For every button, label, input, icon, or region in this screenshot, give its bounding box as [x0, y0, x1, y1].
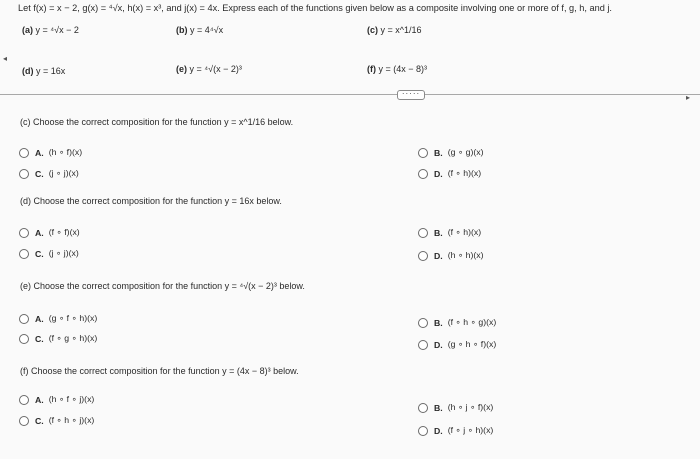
option-letter: D.	[434, 339, 443, 350]
function-c-label: (c)	[367, 25, 378, 35]
expand-more-button[interactable]: ·····	[397, 90, 425, 100]
question-f-option-c[interactable]	[19, 415, 94, 426]
option-letter: D.	[434, 168, 443, 179]
question-f-prompt: (f) Choose the correct composition for the function y = (4x − 8)³ below.	[20, 366, 299, 376]
radio-button[interactable]	[418, 251, 428, 261]
option-letter: A.	[35, 147, 44, 158]
question-d-option-d[interactable]	[418, 250, 484, 261]
question-f-option-b[interactable]	[418, 402, 493, 413]
question-c-option-a[interactable]	[19, 147, 82, 158]
question-c-option-c[interactable]	[19, 168, 79, 179]
question-e-option-c[interactable]	[19, 333, 97, 344]
option-text: (f ∘ h ∘ g)(x)	[447, 317, 497, 327]
radio-button[interactable]	[19, 314, 29, 324]
function-b-label: (b)	[176, 25, 188, 35]
option-letter: C.	[35, 248, 44, 259]
question-e-option-d[interactable]	[418, 339, 496, 350]
question-c-prompt: (c) Choose the correct composition for the function y = x^1/16 below.	[20, 117, 294, 127]
radio-button[interactable]	[19, 334, 29, 344]
question-f-option-a[interactable]	[19, 394, 94, 405]
function-f-label: (f)	[367, 64, 376, 74]
option-text: (h ∘ j ∘ f)(x)	[447, 402, 494, 412]
radio-button[interactable]	[19, 395, 29, 405]
function-a	[22, 25, 79, 35]
question-e-option-a[interactable]	[19, 313, 97, 324]
option-text: (f ∘ h)(x)	[447, 168, 482, 178]
function-f	[367, 64, 427, 74]
question-c-option-b[interactable]	[418, 147, 484, 158]
radio-button[interactable]	[19, 249, 29, 259]
function-d-expr: y = 16x	[36, 66, 66, 76]
function-c-expr: y = x^1/16	[380, 25, 422, 35]
function-a-expr: y = ⁴√x − 2	[35, 25, 79, 35]
option-text: (g ∘ h ∘ f)(x)	[447, 339, 497, 349]
option-text: (g ∘ g)(x)	[447, 147, 484, 157]
radio-button[interactable]	[19, 169, 29, 179]
question-e-option-b[interactable]	[418, 317, 496, 328]
radio-button[interactable]	[418, 426, 428, 436]
function-b-expr: y = 4⁴√x	[190, 25, 224, 35]
option-letter: A.	[35, 227, 44, 238]
option-letter: A.	[35, 394, 44, 405]
option-text: (j ∘ j)(x)	[48, 168, 79, 178]
question-d-prompt: (d) Choose the correct composition for the function y = 16x below.	[20, 196, 282, 206]
option-letter: B.	[434, 317, 443, 328]
collapse-arrow-icon[interactable]: ◂	[3, 54, 8, 63]
function-e-expr: y = ⁴√(x − 2)³	[189, 64, 242, 74]
option-text: (f ∘ f)(x)	[48, 227, 80, 237]
function-a-label: (a)	[22, 25, 33, 35]
function-f-expr: y = (4x − 8)³	[378, 64, 428, 74]
question-d-option-b[interactable]	[418, 227, 481, 238]
option-text: (f ∘ h ∘ j)(x)	[48, 415, 95, 425]
option-letter: C.	[35, 415, 44, 426]
question-c-option-d[interactable]	[418, 168, 481, 179]
drag-handle-icon[interactable]: ▸	[686, 93, 691, 102]
function-d	[22, 66, 65, 76]
radio-button[interactable]	[418, 340, 428, 350]
function-e-label: (e)	[176, 64, 187, 74]
option-text: (h ∘ h)(x)	[447, 250, 484, 260]
radio-button[interactable]	[418, 148, 428, 158]
option-letter: B.	[434, 402, 443, 413]
function-b	[176, 25, 223, 35]
question-d-option-c[interactable]	[19, 248, 79, 259]
question-d-option-a[interactable]	[19, 227, 80, 238]
radio-button[interactable]	[418, 318, 428, 328]
radio-button[interactable]	[19, 416, 29, 426]
function-c	[367, 25, 422, 35]
option-letter: B.	[434, 147, 443, 158]
section-divider	[0, 94, 700, 95]
option-text: (f ∘ h)(x)	[447, 227, 482, 237]
option-text: (g ∘ f ∘ h)(x)	[48, 313, 98, 323]
radio-button[interactable]	[19, 148, 29, 158]
option-text: (h ∘ f ∘ j)(x)	[48, 394, 95, 404]
option-letter: C.	[35, 333, 44, 344]
option-text: (h ∘ f)(x)	[48, 147, 83, 157]
question-f-option-d[interactable]	[418, 425, 493, 436]
option-text: (j ∘ j)(x)	[48, 248, 79, 258]
option-letter: B.	[434, 227, 443, 238]
option-letter: D.	[434, 425, 443, 436]
function-d-label: (d)	[22, 66, 34, 76]
radio-button[interactable]	[418, 169, 428, 179]
radio-button[interactable]	[19, 228, 29, 238]
radio-button[interactable]	[418, 403, 428, 413]
question-e-prompt: (e) Choose the correct composition for the function y = ⁴√(x − 2)³ below.	[20, 281, 305, 291]
problem-statement: Let f(x) = x − 2, g(x) = ⁴√x, h(x) = x³, and j(x) = 4x. Express each of the functions given below as a composite involving one or more of f, g, h, and j.	[18, 3, 612, 13]
option-text: (f ∘ j ∘ h)(x)	[447, 425, 494, 435]
option-letter: C.	[35, 168, 44, 179]
option-text: (f ∘ g ∘ h)(x)	[48, 333, 98, 343]
option-letter: D.	[434, 250, 443, 261]
option-letter: A.	[35, 313, 44, 324]
radio-button[interactable]	[418, 228, 428, 238]
function-e	[176, 64, 242, 74]
